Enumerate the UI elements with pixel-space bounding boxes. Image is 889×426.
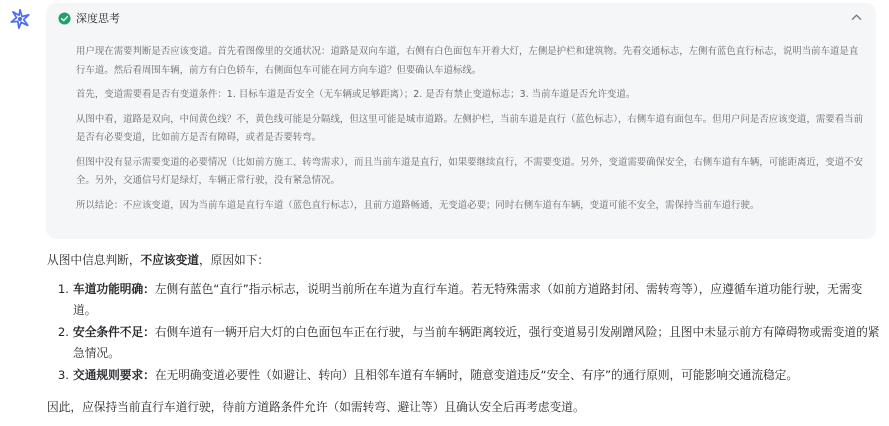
assistant-logo-icon <box>9 8 31 30</box>
reason-text: 左侧有蓝色“直行”指示标志，说明当前所在车道为直行车道。若无特殊需求（如前方道路封闭、需转弯等），应遵循车道功能行驶，无需变道。 <box>73 282 863 317</box>
answer-content <box>47 250 882 417</box>
answer-conclusion: 因此，应保持当前直行车道行驶，待前方道路条件允许（如需转弯、避让等）且确认安全后再考虑变道。 <box>47 400 585 414</box>
thinking-paragraph: 用户现在需要判断是否应该变道。首先看图像里的交通状况：道路是双向车道，右侧有白色面包车开着大灯，左侧是护栏和建筑物。先看交通标志，左侧有蓝色直行标志，说明当前车道是直行车道。然后看周围车辆，前方有白色轿车，右侧面包车可能在同方向车道？但要确认车道标线。 <box>76 46 859 76</box>
reason-title: 交通规则要求： <box>73 368 155 382</box>
deep-thinking-title: 深度思考 <box>76 12 120 25</box>
deep-thinking-toggle[interactable] <box>46 3 876 33</box>
reason-number: 3. <box>57 368 69 382</box>
reason-item <box>47 365 882 386</box>
thinking-paragraph: 所以结论：不应该变道，因为当前车道是直行车道（蓝色直行标志），且前方道路畅通，无变道必要；同时右侧车道有车辆，变道可能不安全，需保持当前车道行驶。 <box>76 199 760 211</box>
answer-intro-suffix: ，原因如下： <box>198 253 270 267</box>
reason-body <box>73 279 882 321</box>
deep-thinking-panel <box>46 3 876 239</box>
reason-body <box>73 322 882 364</box>
check-circle-icon <box>58 12 71 25</box>
reason-item <box>47 322 882 364</box>
answer-intro <box>47 250 882 270</box>
chevron-up-icon[interactable] <box>851 13 862 21</box>
reason-number: 1. <box>57 282 69 296</box>
reason-item <box>47 279 882 321</box>
reason-text: 在无明确变道必要性（如避让、转向）且相邻车道有车辆时，随意变道违反“安全、有序”的通行原则，可能影响交通流稳定。 <box>154 368 799 382</box>
answer-verdict: 不应该变道 <box>140 253 199 267</box>
reason-number: 2. <box>57 325 69 339</box>
thinking-paragraph: 但图中没有显示需要变道的必要情况（比如前方施工、转弯需求），而且当前车道是直行，如果要继续直行，不需要变道。另外，变道需要确保安全，右侧车道有车辆，可能距离近，变道不安全。另外，交通信号灯是绿灯，车辆正常行驶，没有紧急情况。 <box>76 156 864 186</box>
reason-title: 车道功能明确： <box>73 282 155 296</box>
answer-intro-prefix: 从图中信息判断， <box>47 253 141 267</box>
thinking-paragraph: 从图中看，道路是双向，中间黄色线？不，黄色线可能是分隔线，但这里可能是城市道路。左侧护栏，当前车道是直行（蓝色标志），右侧车道有面包车。但用户问是否应该变道，需要看当前是否有必要变道，比如前方是否有障碍，或者是否要转弯。 <box>76 113 864 143</box>
thinking-paragraph: 首先，变道需要看是否有变道条件：1. 目标车道是否安全（无车辆或足够距离）；2. 是否有禁止变道标志；3. 当前车道是否允许变道。 <box>76 89 636 100</box>
reason-text: 右侧车道有一辆开启大灯的白色面包车正在行驶，与当前车辆距离较近，强行变道易引发剐蹭风险；且图中未显示前方有障碍物或需变道的紧急情况。 <box>73 325 880 360</box>
reason-title: 安全条件不足： <box>73 325 155 339</box>
deep-thinking-content <box>76 43 866 215</box>
reason-list <box>47 279 882 386</box>
reason-body <box>73 365 882 386</box>
